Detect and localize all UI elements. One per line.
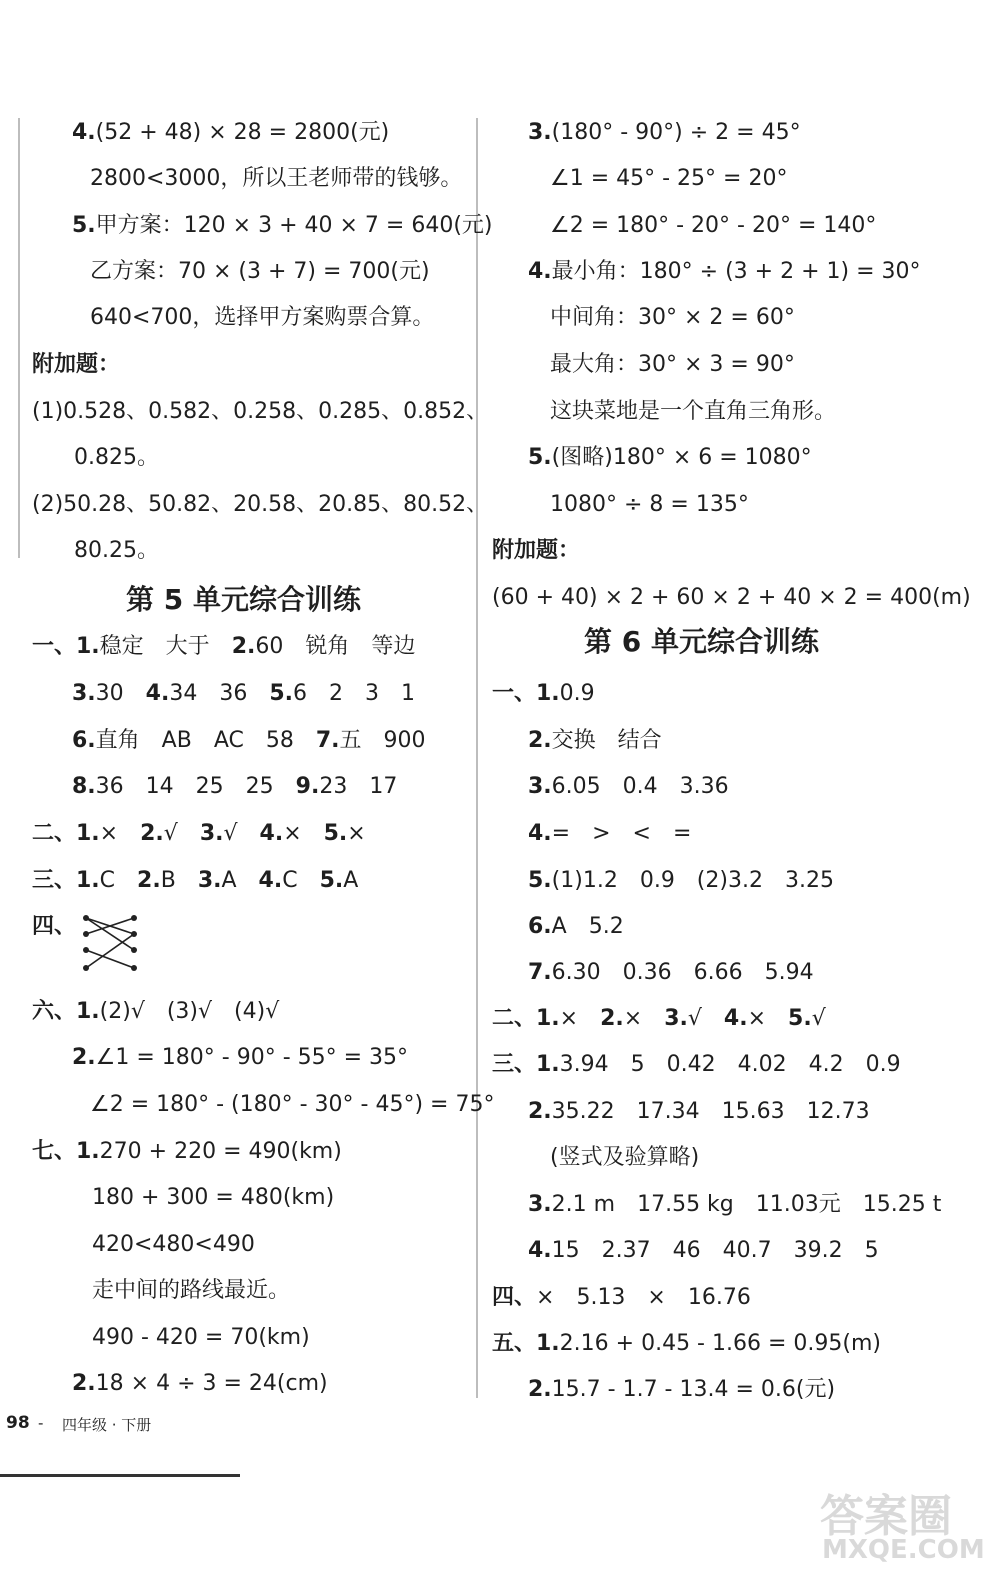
left-line-14-text-0: ×: [99, 821, 141, 846]
left-line-13-text-1: 23 17: [319, 774, 398, 799]
left-line-3: [90, 257, 430, 287]
right-line-0: [528, 118, 801, 148]
right-line-14: [528, 819, 691, 849]
right-line-16-label-0: 6.: [528, 914, 552, 939]
left-line-2: [72, 211, 493, 241]
left-line-11-label-1: 4.: [145, 681, 170, 706]
left-line-14-label-0: 二、1.: [32, 821, 100, 846]
left-line-1: [90, 164, 462, 194]
right-line-8-text-0: 1080° ÷ 8 = 135°: [550, 492, 749, 517]
left-line-6-text-0: (1)0.528、0.582、0.258、0.285、0.852、: [32, 399, 489, 424]
right-line-24: [492, 1283, 751, 1313]
left-line-8: [32, 490, 488, 520]
right-line-10-text-0: (60 + 40) × 2 + 60 × 2 + 40 × 2 = 400(m): [492, 585, 971, 610]
right-line-10: [492, 583, 971, 613]
left-line-15-text-4: A: [343, 868, 359, 893]
right-line-0-label-0: 3.: [528, 120, 552, 145]
left-line-21-text-0: 180 + 300 = 480(km): [92, 1185, 335, 1210]
right-line-17-label-0: 7.: [528, 960, 552, 985]
right-line-22-text-0: 2.1 m 17.55 kg 11.03元 15.25 t: [551, 1192, 942, 1217]
footer-dash: -: [38, 1414, 44, 1432]
right-line-24-label-0: 四、: [492, 1285, 537, 1310]
right-line-9-label-0: 附加题：: [492, 538, 581, 563]
left-line-12-label-0: 6.: [72, 728, 96, 753]
left-line-15-text-2: A: [221, 868, 259, 893]
footer-underline: [0, 1474, 240, 1477]
left-line-3-text-0: 乙方案：70 × (3 + 7) = 700(元): [90, 259, 430, 284]
right-line-18-text-2: √: [687, 1006, 724, 1031]
right-line-13: [528, 772, 729, 802]
right-line-19-label-0: 三、1.: [492, 1052, 560, 1077]
left-column-rule: [18, 118, 20, 558]
left-line-10-text-1: 60 锐角 等边: [255, 634, 416, 659]
right-line-24-text-0: × 5.13 × 16.76: [536, 1285, 751, 1310]
left-line-16-label-0: 四、: [32, 914, 77, 939]
left-line-14-label-1: 2.: [140, 821, 164, 846]
left-line-9-text-0: 80.25。: [74, 538, 159, 563]
left-line-14-text-3: ×: [283, 821, 324, 846]
left-line-25-label-0: 2.: [72, 1371, 96, 1396]
left-line-6: [32, 397, 488, 427]
right-line-3: [528, 257, 921, 287]
right-line-7-label-0: 5.: [528, 445, 552, 470]
right-line-15-label-0: 5.: [528, 868, 552, 893]
left-line-20-text-0: 270 + 220 = 490(km): [99, 1139, 342, 1164]
right-line-18-label-3: 4.: [723, 1006, 748, 1031]
right-line-25: [492, 1329, 881, 1359]
left-line-16: [32, 912, 76, 942]
left-line-0: [72, 118, 389, 148]
watermark-url: MXQE.COM: [822, 1535, 985, 1565]
right-line-2: [550, 211, 876, 241]
right-line-23-text-0: 15 2.37 46 40.7 39.2 5: [551, 1238, 879, 1263]
left-line-19: [90, 1090, 494, 1120]
right-line-16-text-0: A 5.2: [551, 914, 624, 939]
left-line-17-label-0: 六、1.: [32, 999, 100, 1024]
left-line-17: [32, 997, 279, 1027]
left-line-18-label-0: 2.: [72, 1045, 96, 1070]
left-line-2-text-0: 甲方案：120 × 3 + 40 × 7 = 640(元): [95, 213, 493, 238]
right-line-2-text-0: ∠2 = 180° - 20° - 20° = 140°: [550, 213, 877, 238]
left-line-15: [32, 866, 358, 896]
right-line-23: [528, 1236, 879, 1266]
watermark-logo: 答案圈: [820, 1491, 952, 1542]
right-line-18-text-0: ×: [559, 1006, 601, 1031]
left-line-23-text-0: 走中间的路线最近。: [92, 1278, 291, 1303]
page-number: 98: [6, 1413, 30, 1433]
left-line-0-label-0: 4.: [72, 120, 96, 145]
left-line-13-label-1: 9.: [295, 774, 320, 799]
matching-diagram-dots: [83, 915, 137, 971]
left-line-2-label-0: 5.: [72, 213, 96, 238]
left-line-14-label-2: 3.: [199, 821, 224, 846]
left-line-14: [32, 819, 366, 849]
left-line-12-text-1: 五 900: [339, 728, 426, 753]
right-line-12-label-0: 2.: [528, 728, 552, 753]
right-line-5: [550, 350, 795, 380]
right-line-26: [528, 1375, 835, 1405]
left-line-12-label-1: 7.: [315, 728, 340, 753]
left-line-13: [72, 772, 397, 802]
left-line-11-text-0: 30: [95, 681, 146, 706]
right-line-26-label-0: 2.: [528, 1377, 552, 1402]
left-line-22-text-0: 420<480<490: [92, 1232, 255, 1257]
left-line-19-text-0: ∠2 = 180° - (180° - 30° - 45°) = 75°: [90, 1092, 495, 1117]
right-line-7-text-0: (图略)180° × 6 = 1080°: [551, 445, 812, 470]
right-line-17: [528, 958, 814, 988]
right-line-11-text-0: 0.9: [559, 681, 595, 706]
right-line-18-label-2: 3.: [664, 1006, 688, 1031]
left-line-7: [74, 443, 159, 473]
left-line-11: [72, 679, 415, 709]
right-line-12: [528, 726, 662, 756]
left-line-0-text-0: (52 + 48) × 28 = 2800(元): [95, 120, 390, 145]
unit5-title: 第 5 单元综合训练: [126, 583, 361, 616]
right-line-22: [528, 1190, 941, 1220]
footer-grade: 四年级 · 下册: [62, 1416, 152, 1434]
left-line-24: [92, 1323, 310, 1353]
left-line-25-text-0: 18 × 4 ÷ 3 = 24(cm): [95, 1371, 328, 1396]
right-line-17-text-0: 6.30 0.36 6.66 5.94: [551, 960, 814, 985]
right-line-4: [550, 303, 795, 333]
right-line-6-text-0: 这块菜地是一个直角三角形。: [550, 399, 837, 424]
right-line-18-text-3: ×: [747, 1006, 789, 1031]
right-line-20: [528, 1097, 870, 1127]
right-line-5-text-0: 最大角：30° × 3 = 90°: [550, 352, 795, 377]
right-line-11: [492, 679, 595, 709]
right-line-14-text-0: = > < =: [551, 821, 692, 846]
left-line-14-text-2: √: [223, 821, 260, 846]
right-line-25-text-0: 2.16 + 0.45 - 1.66 = 0.95(m): [559, 1331, 881, 1356]
right-line-26-text-0: 15.7 - 1.7 - 13.4 = 0.6(元): [551, 1377, 836, 1402]
right-line-9: [492, 536, 580, 566]
left-line-20-label-0: 七、1.: [32, 1139, 100, 1164]
right-line-21-text-0: (竖式及验算略): [550, 1145, 700, 1170]
right-line-18: [492, 1004, 826, 1034]
left-line-15-label-3: 4.: [258, 868, 283, 893]
matching-diagram: [78, 912, 142, 982]
left-line-21: [92, 1183, 334, 1213]
left-line-15-label-0: 三、1.: [32, 868, 100, 893]
left-line-15-text-0: C: [99, 868, 138, 893]
left-line-14-label-3: 4.: [259, 821, 284, 846]
left-line-11-text-1: 34 36: [169, 681, 270, 706]
left-line-1-text-0: 2800<3000，所以王老师带的钱够。: [90, 166, 463, 191]
right-line-16: [528, 912, 624, 942]
left-line-13-label-0: 8.: [72, 774, 96, 799]
left-line-10-label-1: 2.: [231, 634, 256, 659]
left-line-17-text-0: (2)√ (3)√ (4)√: [99, 999, 280, 1024]
right-line-18-text-1: ×: [623, 1006, 665, 1031]
left-line-15-label-4: 5.: [319, 868, 344, 893]
right-line-20-text-0: 35.22 17.34 15.63 12.73: [551, 1099, 870, 1124]
left-line-25: [72, 1369, 328, 1399]
left-line-11-text-2: 6 2 3 1: [293, 681, 416, 706]
left-line-10: [32, 632, 415, 662]
right-line-8: [550, 490, 749, 520]
left-line-13-text-0: 36 14 25 25: [95, 774, 296, 799]
left-line-7-text-0: 0.825。: [74, 445, 159, 470]
left-line-14-label-4: 5.: [323, 821, 348, 846]
right-line-3-text-0: 最小角：180° ÷ (3 + 2 + 1) = 30°: [551, 259, 921, 284]
left-line-14-text-4: ×: [347, 821, 366, 846]
left-line-5: [32, 350, 120, 380]
unit6-title: 第 6 单元综合训练: [584, 625, 819, 658]
left-line-9: [74, 536, 159, 566]
right-line-14-label-0: 4.: [528, 821, 552, 846]
right-line-18-label-0: 二、1.: [492, 1006, 560, 1031]
left-line-4: [90, 303, 434, 333]
right-line-0-text-0: (180° - 90°) ÷ 2 = 45°: [551, 120, 801, 145]
matching-diagram-lines: [86, 918, 134, 968]
right-line-1: [550, 164, 787, 194]
right-line-7: [528, 443, 812, 473]
right-line-21: [550, 1143, 699, 1173]
right-line-15-text-0: (1)1.2 0.9 (2)3.2 3.25: [551, 868, 834, 893]
right-line-13-label-0: 3.: [528, 774, 552, 799]
right-line-15: [528, 866, 834, 896]
right-line-4-text-0: 中间角：30° × 2 = 60°: [550, 305, 795, 330]
left-line-18-text-0: ∠1 = 180° - 90° - 55° = 35°: [95, 1045, 409, 1070]
left-line-12: [72, 726, 426, 756]
right-line-18-text-4: √: [811, 1006, 826, 1031]
left-line-15-text-3: C: [282, 868, 320, 893]
right-line-19-text-0: 3.94 5 0.42 4.02 4.2 0.9: [559, 1052, 901, 1077]
right-line-23-label-0: 4.: [528, 1238, 552, 1263]
center-column-rule: [476, 118, 478, 1398]
right-line-12-text-0: 交换 结合: [551, 728, 662, 753]
left-line-22: [92, 1230, 255, 1260]
left-line-10-text-0: 稳定 大于: [99, 634, 232, 659]
right-line-22-label-0: 3.: [528, 1192, 552, 1217]
left-line-14-text-1: √: [163, 821, 200, 846]
right-line-6: [550, 397, 836, 427]
right-line-18-label-4: 5.: [788, 1006, 812, 1031]
right-line-20-label-0: 2.: [528, 1099, 552, 1124]
left-line-20: [32, 1137, 342, 1167]
left-line-23: [92, 1276, 290, 1306]
left-line-11-label-2: 5.: [269, 681, 294, 706]
right-line-25-label-0: 五、1.: [492, 1331, 560, 1356]
right-line-3-label-0: 4.: [528, 259, 552, 284]
left-line-5-label-0: 附加题：: [32, 352, 121, 377]
left-line-11-label-0: 3.: [72, 681, 96, 706]
left-line-8-text-0: (2)50.28、50.82、20.58、20.85、80.52、: [32, 492, 489, 517]
left-line-18: [72, 1043, 408, 1073]
left-line-10-label-0: 一、1.: [32, 634, 100, 659]
right-line-11-label-0: 一、1.: [492, 681, 560, 706]
right-line-19: [492, 1050, 901, 1080]
right-line-18-label-1: 2.: [600, 1006, 624, 1031]
left-line-24-text-0: 490 - 420 = 70(km): [92, 1325, 310, 1350]
left-line-15-label-2: 3.: [197, 868, 222, 893]
right-line-1-text-0: ∠1 = 45° - 25° = 20°: [550, 166, 788, 191]
left-line-12-text-0: 直角 AB AC 58: [95, 728, 316, 753]
left-line-15-label-1: 2.: [137, 868, 161, 893]
left-line-15-text-1: B: [160, 868, 198, 893]
right-line-13-text-0: 6.05 0.4 3.36: [551, 774, 729, 799]
left-line-4-text-0: 640<700，选择甲方案购票合算。: [90, 305, 435, 330]
